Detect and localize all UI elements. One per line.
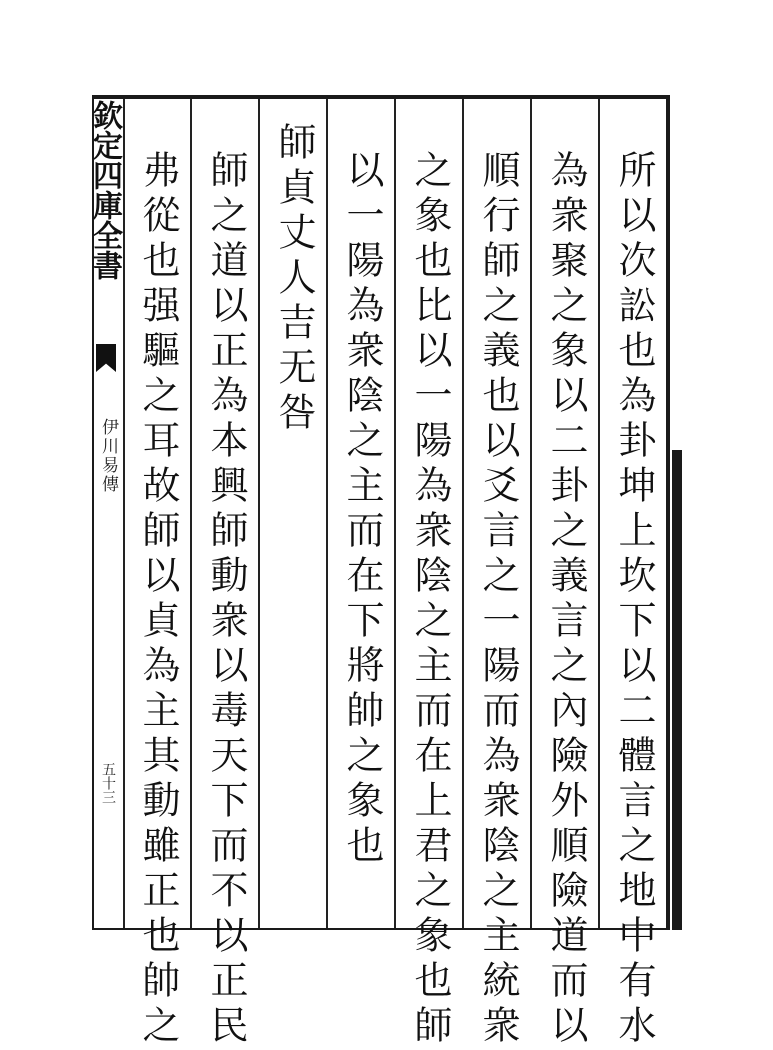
collection-title: 欽定四庫全書 (87, 100, 122, 280)
text-column-5: 以一陽為衆陰之主而在下將帥之象也 (340, 150, 384, 870)
column-divider (258, 99, 260, 928)
column-divider (530, 99, 532, 928)
frame-right-shadow (672, 450, 682, 930)
column-divider (326, 99, 328, 928)
frame-top-border (92, 95, 667, 99)
column-divider (462, 99, 464, 928)
book-title: 伊川易傳 (98, 418, 118, 494)
column-divider (394, 99, 396, 928)
column-divider (598, 99, 600, 928)
column-divider (123, 99, 125, 928)
text-column-1: 所以次訟也為卦坤上坎下以二體言之地中有水 (612, 150, 656, 1050)
text-column-8: 弗從也强驅之耳故師以貞為主其動雖正也帥之 (136, 150, 180, 1050)
fishtail-mark-icon (96, 344, 116, 372)
text-column-4: 之象也比以一陽為衆陰之主而在上君之象也師 (408, 150, 452, 1050)
column-divider (190, 99, 192, 928)
page-number: 五十三 (100, 762, 116, 804)
text-column-7: 師之道以正為本興師動衆以毒天下而不以正民 (204, 150, 248, 1050)
text-column-6: 師貞丈人吉无咎 (272, 122, 316, 437)
text-column-2: 為衆聚之象以二卦之義言之內險外順險道而以 (544, 150, 588, 1050)
frame-right-border (666, 95, 670, 930)
text-column-3: 順行師之義也以爻言之一陽而為衆陰之主統衆 (476, 150, 520, 1050)
